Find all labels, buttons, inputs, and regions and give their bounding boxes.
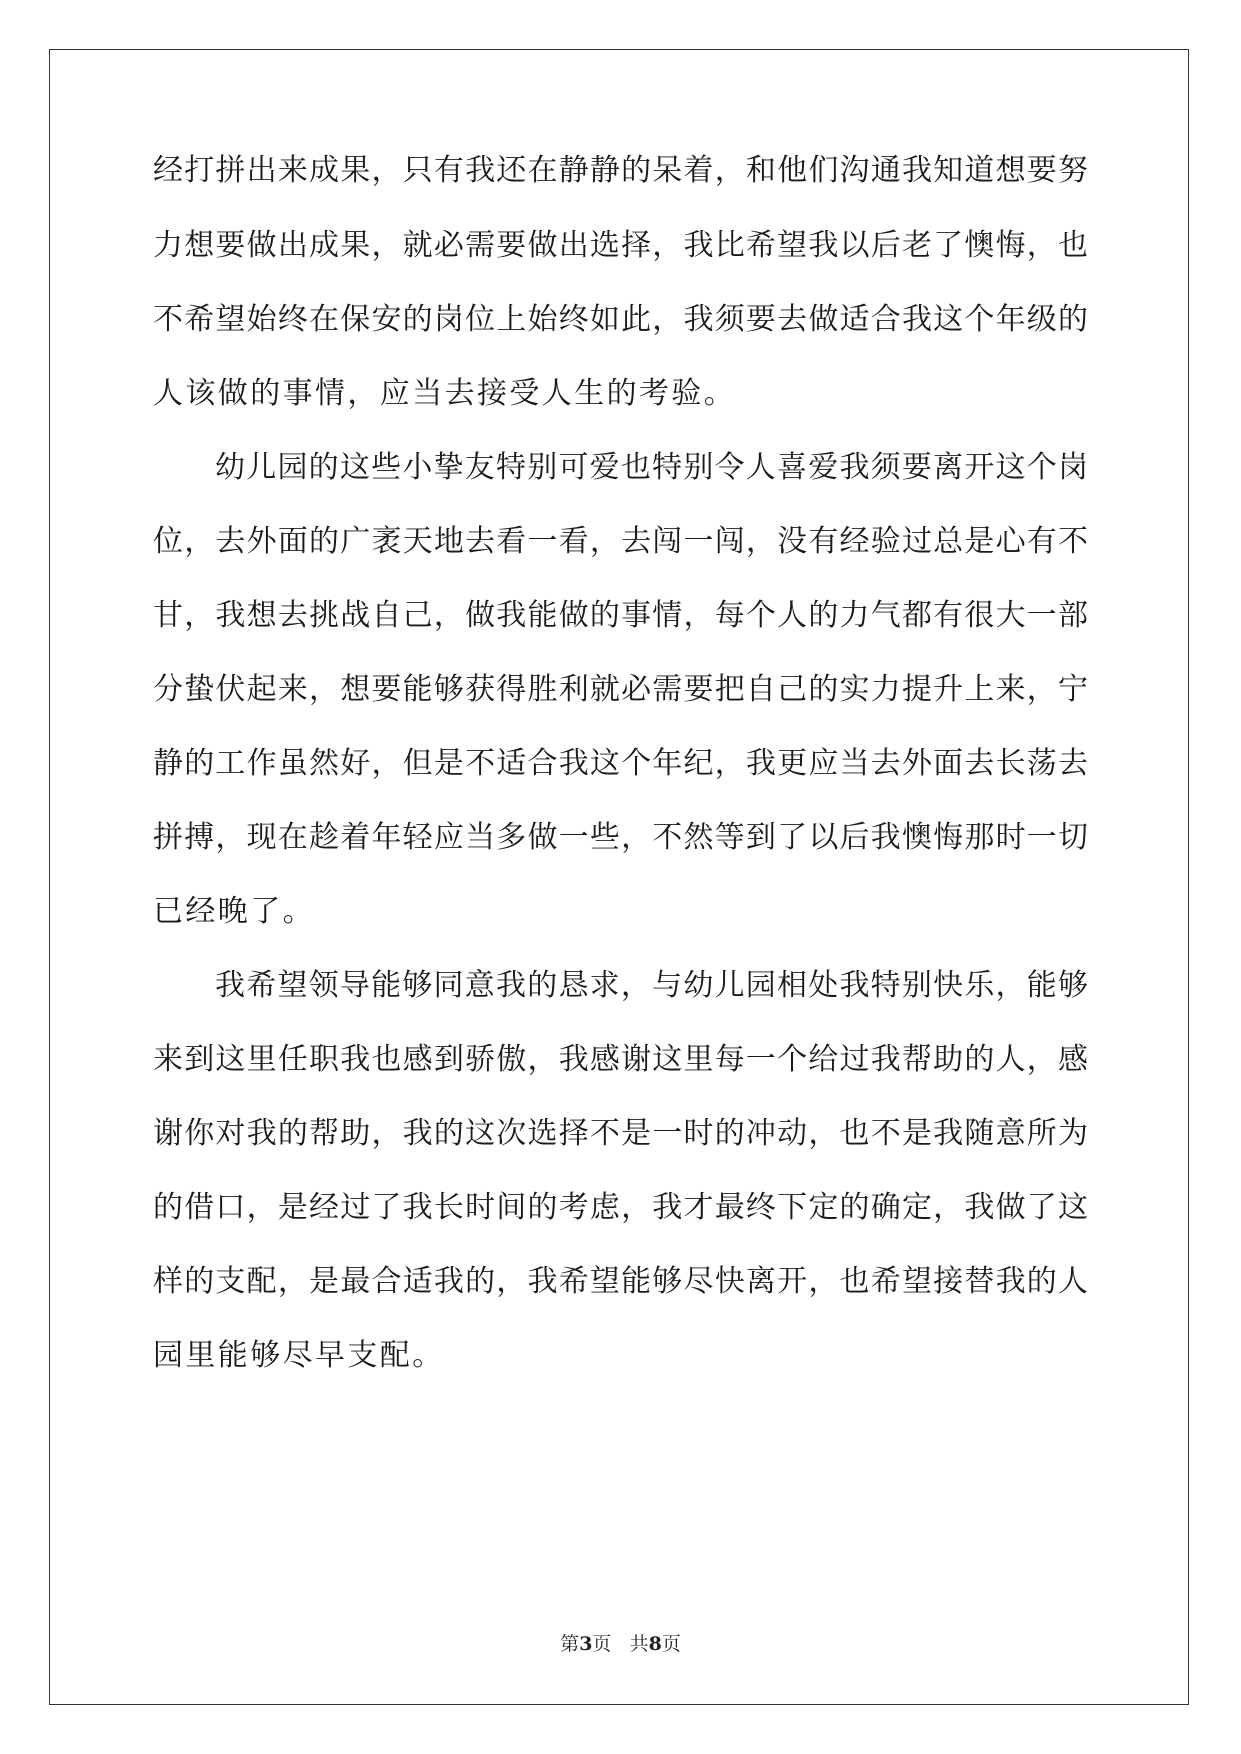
paragraph-3-line-1: 我希望领导能够同意我的恳求，与幼儿园相处我特别快乐，能够 bbox=[215, 968, 1088, 1003]
paragraph-1-line-3: 不希望始终在保安的岗位上始终如此，我须要去做适合我这个年级的 bbox=[153, 302, 1088, 337]
paragraph-2-line-7: 已经晚了。 bbox=[153, 894, 315, 929]
paragraph-3-line-3: 谢你对我的帮助，我的这次选择不是一时的冲动，也不是我随意所为 bbox=[153, 1116, 1088, 1151]
paragraph-2-line-3: 甘，我想去挑战自己，做我能做的事情，每个人的力气都有很大一部 bbox=[153, 598, 1088, 633]
page-footer bbox=[0, 1630, 1241, 1658]
total-suffix: 页 bbox=[661, 1633, 681, 1655]
paragraph-3-line-4: 的借口，是经过了我长时间的考虑，我才最终下定的确定，我做了这 bbox=[153, 1190, 1088, 1225]
total-prefix: 共 bbox=[629, 1633, 649, 1655]
paragraph-1-line-2: 力想要做出成果，就必需要做出选择，我比希望我以后老了懊悔，也 bbox=[153, 228, 1088, 263]
paragraph-1-line-4: 人该做的事情，应当去接受人生的考验。 bbox=[153, 376, 737, 411]
paragraph-2-line-2: 位，去外面的广袤天地去看一看，去闯一闯，没有经验过总是心有不 bbox=[153, 524, 1088, 559]
page-suffix: 页 bbox=[592, 1633, 612, 1655]
paragraph-2-line-6: 拼搏，现在趁着年轻应当多做一些，不然等到了以后我懊悔那时一切 bbox=[153, 820, 1088, 855]
page-prefix: 第 bbox=[560, 1633, 580, 1655]
paragraph-2-line-1: 幼儿园的这些小挚友特别可爱也特别令人喜爱我须要离开这个岗 bbox=[215, 450, 1088, 485]
paragraph-2-line-5: 静的工作虽然好，但是不适合我这个年纪，我更应当去外面去长荡去 bbox=[153, 746, 1088, 781]
page-number: 3 bbox=[579, 1633, 593, 1655]
paragraph-3-line-5: 样的支配，是最合适我的，我希望能够尽快离开，也希望接替我的人 bbox=[153, 1264, 1088, 1299]
paragraph-3-line-2: 来到这里任职我也感到骄傲，我感谢这里每一个给过我帮助的人，感 bbox=[153, 1042, 1088, 1077]
paragraph-3-line-6: 园里能够尽早支配。 bbox=[153, 1338, 445, 1373]
paragraph-1-line-1: 经打拼出来成果，只有我还在静静的呆着，和他们沟通我知道想要努 bbox=[153, 153, 1088, 188]
paragraph-2-line-4: 分蛰伏起来，想要能够获得胜利就必需要把自己的实力提升上来，宁 bbox=[153, 672, 1088, 707]
total-pages: 8 bbox=[648, 1633, 662, 1655]
